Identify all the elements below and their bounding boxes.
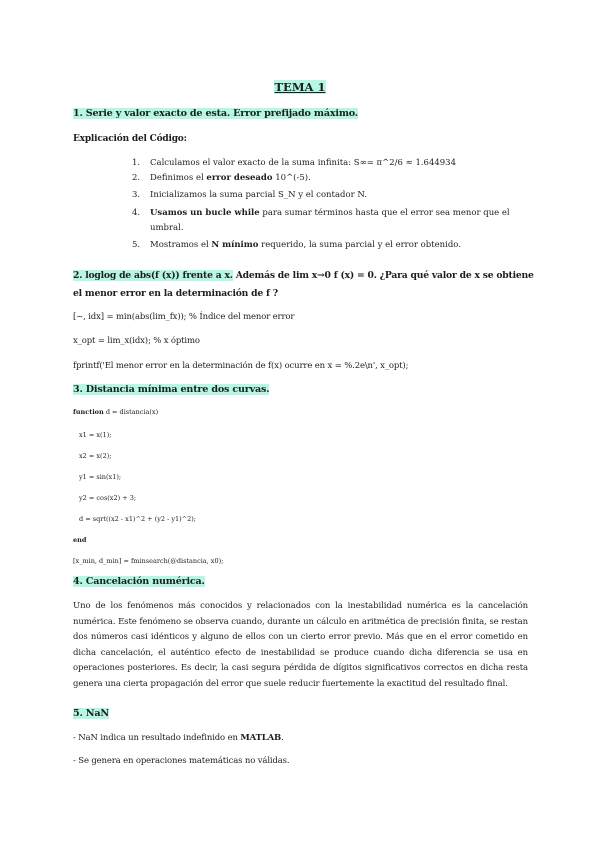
section-1-heading: 1. Serie y valor exacto de esta. Error prefijado máximo. bbox=[73, 108, 358, 119]
section-5-heading: 5. NaN bbox=[73, 708, 109, 719]
section-4-heading: 4. Cancelación numérica. bbox=[73, 576, 205, 587]
section-3-heading: 3. Distancia mínima entre dos curvas. bbox=[73, 384, 270, 395]
section-2-heading-cont: el menor error en la determinación de f ? bbox=[73, 288, 278, 299]
code-line: y1 = sin(x1); bbox=[79, 473, 122, 481]
page-title: TEMA 1 bbox=[274, 80, 326, 94]
code-line: function d = distancia(x) bbox=[73, 408, 159, 416]
section-2-heading: 2. loglog de abs(f (x)) frente a x. Además de lim x→0 f (x) = 0. ¿Para qué valor de x se obtiene bbox=[73, 270, 534, 281]
code-line: [~, idx] = min(abs(lim_fx)); % Índice del menor error bbox=[73, 312, 295, 322]
section-5-line: - NaN indica un resultado indefinido en MATLAB. bbox=[73, 733, 284, 743]
code-line: [x_min, d_min] = fminsearch(@distancia, x0); bbox=[73, 557, 224, 565]
section-4-paragraph: Uno de los fenómenos más conocidos y relacionados con la inestabilidad numérica es la cancelación numérica. Este fenómeno se observa cuando, durante un cálculo en aritmética de precisión finita, se restan dos números casi idénticos y alguno de ellos con un cierto error previo. Más que en el error cometido en dicha cancelación, el auténtico efecto de inestabilidad se produce cuando dicha diferencia se usa en operaciones posteriores. Es decir, la casi segura pérdida de dígitos significativos correctos en dicha resta genera una cierta propagación del error que suele reducir fuertemente la exactitud del resultado final. bbox=[73, 601, 528, 689]
code-line: end bbox=[73, 536, 87, 544]
code-line: x1 = x(1); bbox=[79, 431, 112, 439]
code-line: d = sqrt((x2 - x1)^2 + (y2 - y1)^2); bbox=[79, 515, 196, 523]
code-line: x_opt = lim_x(idx); % x óptimo bbox=[73, 336, 200, 346]
code-line: y2 = cos(x2) + 3; bbox=[79, 494, 137, 502]
code-line: fprintf('El menor error en la determinación de f(x) ocurre en x = %.2e\n', x_opt); bbox=[73, 361, 409, 371]
section-5-line: - Se genera en operaciones matemáticas no válidas. bbox=[73, 756, 290, 766]
document-page: TEMA 1 1. Serie y valor exacto de esta. Error prefijado máximo. Explicación del Código: 1. Calculamos el valor exacto de la suma infinita: S∞= π^2/6 ≈ 1.644934 2. Definimos el error deseado 10^(-5). 3. Inicializamos la suma parcial S_N y el contador N. 4. Usamos un bucle while para sumar términos hasta que el error sea menor que el umbral. 5. Mostramos el N mínimo requerido, la suma parcial y el error obtenido. 2. loglog de abs(f (x)) frente a x. Además de lim x→0 f (x) = 0. ¿Para qué valor de x se obtiene el menor error en la determinación de f ? [~, idx] = min(abs(lim_fx)); % Índice del menor error x_opt = lim_x(idx); % x óptimo fprintf('El menor error en la determinación de f(x) ocurre en x = %.2e\n', x_opt); 3. Distancia mínima entre dos curvas. function d = distancia(x) x1 = x(1); x2 = x(2); y1 = sin(x1); y2 = cos(x2) + 3; d = sqrt((x2 - x1)^2 + (y2 - y1)^2); end [x_min, d_min] = fminsearch(@distancia, x0); 4. Cancelación numérica. Uno de los fenómenos más conocidos y relacionados con la inestabilidad numérica es la cancelación numérica. Este fenómeno se observa cuando, durante un cálculo en aritmética de precisión finita, se restan dos números casi idénticos y alguno de ellos con un cierto error previo. Más que en el error cometido en dicha cancelación, el auténtico efecto de inestabilidad se produce cuando dicha diferencia se usa en operaciones posteriores. Es decir, la casi segura pérdida de dígitos significativos correctos en dicha resta genera una cierta propagación del error que suele reducir fuertemente la exactitud del resultado final. 5. NaN - NaN indica un resultado indefinido en MATLAB. - Se genera en operaciones matemáticas no válidas. bbox=[0, 0, 600, 848]
code-line: x2 = x(2); bbox=[79, 452, 112, 460]
section-1-subheading: Explicación del Código: bbox=[73, 134, 187, 144]
